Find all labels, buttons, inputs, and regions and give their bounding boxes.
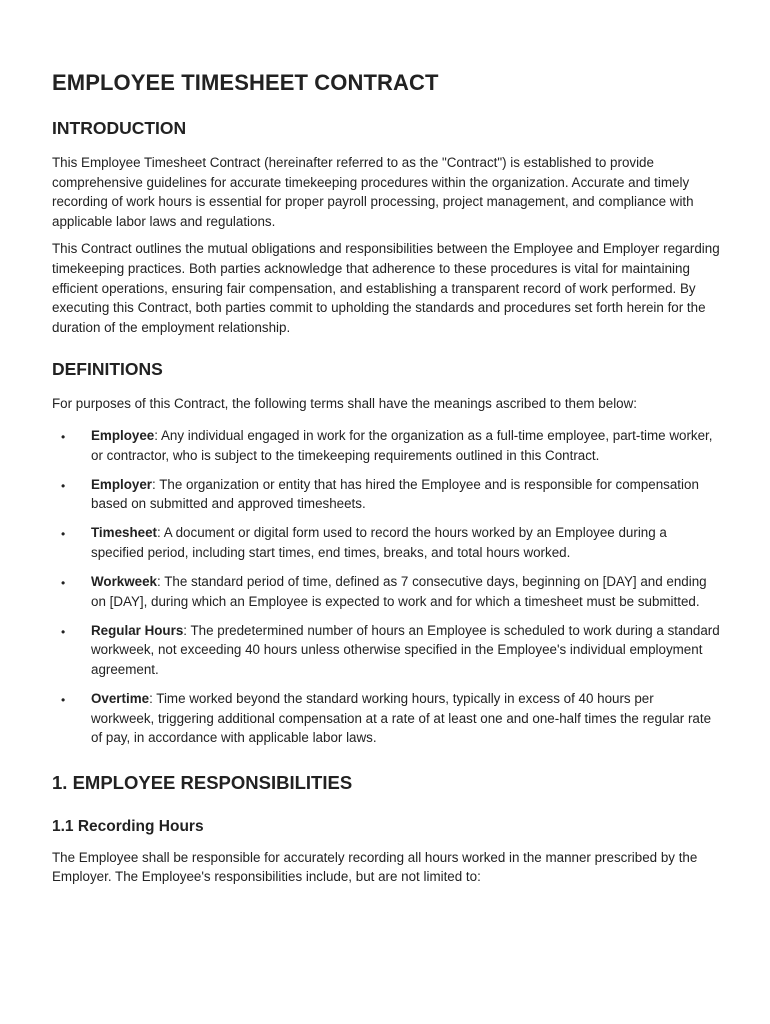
definition-text: : Time worked beyond the standard working hours, typically in excess of 40 hours per workweek, triggering additional compensation at a rate of at least one and one-half times the regular rate of pay, in accordance with applicable labor laws. (91, 690, 712, 746)
definition-item-workweek (52, 572, 720, 611)
definition-item-employer (52, 475, 720, 514)
bullet-icon: • (61, 624, 66, 639)
definition-item-timesheet (52, 523, 720, 562)
definition-item-regular-hours (52, 621, 720, 680)
bullet-icon: • (61, 576, 66, 590)
definitions-list (52, 426, 720, 748)
definition-term: Overtime (91, 690, 150, 706)
introduction-heading: INTRODUCTION (52, 118, 187, 138)
definition-text: : A document or digital form used to record the hours worked by an Employee during a specified period, including start times, end times, breaks, and total hours worked. (91, 525, 667, 560)
bullet-icon: • (61, 478, 66, 493)
document-page (52, 70, 720, 895)
definition-text: : The organization or entity that has hired the Employee and is responsible for compensation based on submitted and approved timesheets. (91, 476, 699, 512)
definition-term: Regular Hours (91, 622, 184, 638)
definitions-intro: For purposes of this Contract, the following terms shall have the meanings ascribed to them below: (52, 396, 638, 412)
definitions-heading: DEFINITIONS (52, 359, 163, 380)
definition-item-employee (52, 426, 720, 465)
introduction-paragraph: This Employee Timesheet Contract (hereinafter referred to as the "Contract") is established to provide comprehensive guidelines for accurate timekeeping procedures within the organization. Accurate and timely recording of work hours is essential for proper payroll processing, project management, and compliance with applicable labor laws and regulations. (52, 155, 694, 229)
definition-term: Employee (91, 427, 155, 443)
introduction-paragraph: This Contract outlines the mutual obligations and responsibilities between the Employee and Employer regarding timekeeping practices. Both parties acknowledge that adherence to these procedures is vital for maintaining efficient operations, ensuring fair compensation, and establishing a transparent record of work performed. By executing this Contract, both parties commit to upholding the standards and procedures set forth herein for the duration of the employment relationship. (52, 241, 720, 335)
definition-term: Employer (91, 476, 153, 492)
definition-item-overtime (52, 689, 720, 748)
section-1-heading: 1. EMPLOYEE RESPONSIBILITIES (52, 771, 353, 793)
definition-text: : The standard period of time, defined as 7 consecutive days, beginning on [DAY] and ending on [DAY], during which an Employee is expected to work and for which a timesheet must be submitted. (91, 574, 707, 609)
subsection-1-1-heading: 1.1 Recording Hours (52, 817, 204, 835)
bullet-icon: • (61, 692, 66, 707)
document-title: EMPLOYEE TIMESHEET CONTRACT (52, 70, 439, 95)
definition-text: : Any individual engaged in work for the organization as a full-time employee, part-time worker, or contractor, who is subject to the timekeeping requirements outlined in this Contract. (91, 427, 713, 463)
subsection-1-1-paragraph: The Employee shall be responsible for accurately recording all hours worked in the manner prescribed by the Employer. The Employee's responsibilities include, but are not limited to: (52, 849, 698, 885)
bullet-icon: • (61, 527, 66, 542)
definition-text: : The predetermined number of hours an Employee is scheduled to work during a standard workweek, not exceeding 40 hours unless otherwise specified in the Employee's individual employment agreement. (91, 622, 720, 677)
definition-term: Timesheet (91, 525, 157, 541)
bullet-icon: • (61, 429, 66, 444)
definition-term: Workweek (91, 574, 157, 589)
